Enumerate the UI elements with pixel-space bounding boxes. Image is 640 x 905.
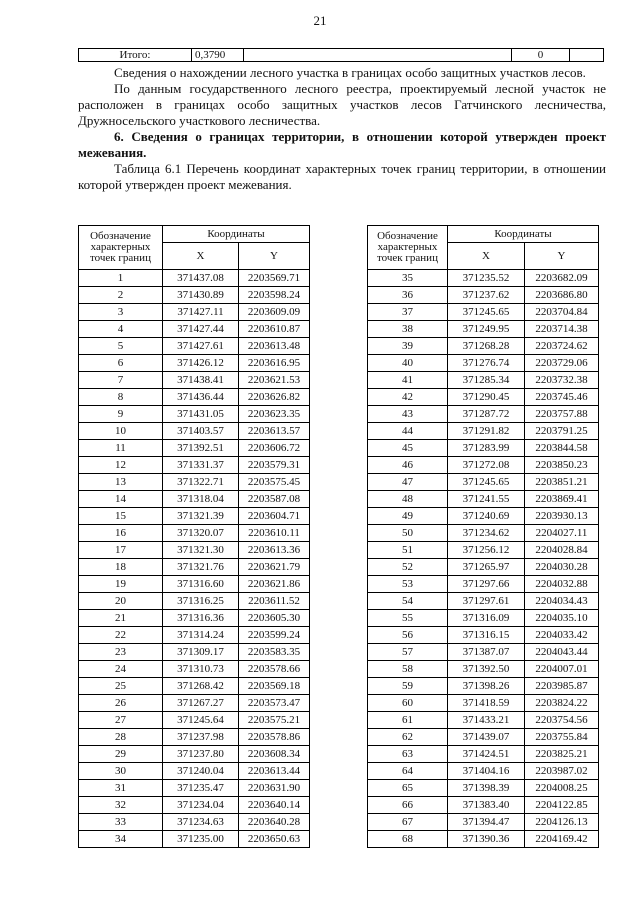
coord-y: 2203621.79	[239, 559, 310, 576]
coord-x: 371235.52	[448, 270, 525, 287]
table-row	[79, 678, 310, 695]
point-number: 47	[368, 474, 448, 491]
point-number: 26	[79, 695, 163, 712]
point-number: 42	[368, 389, 448, 406]
coord-y: 2203621.86	[239, 576, 310, 593]
table-row	[79, 508, 310, 525]
point-number: 63	[368, 746, 448, 763]
point-number: 5	[79, 338, 163, 355]
table-row	[79, 661, 310, 678]
coordinates-body-left	[79, 270, 310, 848]
coord-x: 371331.37	[163, 457, 239, 474]
coord-y: 2203605.30	[239, 610, 310, 627]
coord-x: 371387.07	[448, 644, 525, 661]
coord-y: 2203640.28	[239, 814, 310, 831]
coord-x: 371321.76	[163, 559, 239, 576]
coord-y: 2204033.42	[525, 627, 599, 644]
coord-x: 371290.45	[448, 389, 525, 406]
point-number: 3	[79, 304, 163, 321]
coord-y: 2203732.38	[525, 372, 599, 389]
coord-x: 371240.04	[163, 763, 239, 780]
point-number: 39	[368, 338, 448, 355]
table-row	[368, 695, 599, 712]
coord-y: 2203791.25	[525, 423, 599, 440]
point-number: 40	[368, 355, 448, 372]
table-row	[79, 270, 310, 287]
coordinates-table-left	[78, 225, 310, 848]
point-number: 21	[79, 610, 163, 627]
header-point: Обозначение характерных точек границ	[368, 226, 448, 270]
point-number: 59	[368, 678, 448, 695]
coord-x: 371309.17	[163, 644, 239, 661]
point-number: 37	[368, 304, 448, 321]
point-number: 30	[79, 763, 163, 780]
coord-x: 371245.65	[448, 474, 525, 491]
table-row	[79, 355, 310, 372]
coord-x: 371245.65	[448, 304, 525, 321]
point-number: 55	[368, 610, 448, 627]
table-row	[79, 593, 310, 610]
coord-y: 2203824.22	[525, 695, 599, 712]
table-row	[79, 406, 310, 423]
point-number: 7	[79, 372, 163, 389]
coord-y: 2203729.06	[525, 355, 599, 372]
coord-x: 371390.36	[448, 831, 525, 848]
table-row	[79, 321, 310, 338]
coord-y: 2203686.80	[525, 287, 599, 304]
point-number: 38	[368, 321, 448, 338]
point-number: 20	[79, 593, 163, 610]
coord-y: 2203631.90	[239, 780, 310, 797]
coord-y: 2203573.47	[239, 695, 310, 712]
table-row	[368, 627, 599, 644]
point-number: 35	[368, 270, 448, 287]
point-number: 23	[79, 644, 163, 661]
point-number: 49	[368, 508, 448, 525]
coord-x: 371427.11	[163, 304, 239, 321]
coord-y: 2204122.85	[525, 797, 599, 814]
coord-y: 2203569.18	[239, 678, 310, 695]
header-coordinates: Координаты	[163, 226, 310, 243]
coord-y: 2204043.44	[525, 644, 599, 661]
point-number: 66	[368, 797, 448, 814]
table-row	[79, 457, 310, 474]
coord-x: 371316.25	[163, 593, 239, 610]
coord-y: 2203616.95	[239, 355, 310, 372]
table-row	[368, 525, 599, 542]
table-row	[368, 780, 599, 797]
table-row	[368, 576, 599, 593]
coord-y: 2203578.86	[239, 729, 310, 746]
coord-y: 2203757.88	[525, 406, 599, 423]
table-row	[79, 559, 310, 576]
table-row	[79, 797, 310, 814]
coord-x: 371235.47	[163, 780, 239, 797]
header-x: X	[163, 243, 239, 270]
coord-x: 371310.73	[163, 661, 239, 678]
coord-y: 2204169.42	[525, 831, 599, 848]
coord-y: 2203987.02	[525, 763, 599, 780]
table-row	[368, 746, 599, 763]
point-number: 61	[368, 712, 448, 729]
coord-x: 371398.26	[448, 678, 525, 695]
coord-x: 371424.51	[448, 746, 525, 763]
point-number: 57	[368, 644, 448, 661]
table-row	[368, 372, 599, 389]
coord-y: 2204035.10	[525, 610, 599, 627]
total-zero: 0	[512, 49, 570, 62]
coord-x: 371291.82	[448, 423, 525, 440]
point-number: 43	[368, 406, 448, 423]
header-y: Y	[525, 243, 599, 270]
point-number: 15	[79, 508, 163, 525]
table-row	[368, 474, 599, 491]
table-row	[368, 406, 599, 423]
point-number: 65	[368, 780, 448, 797]
point-number: 50	[368, 525, 448, 542]
coord-x: 371418.59	[448, 695, 525, 712]
point-number: 31	[79, 780, 163, 797]
table-row	[79, 304, 310, 321]
table-row	[79, 440, 310, 457]
table-row	[368, 457, 599, 474]
coord-y: 2203599.24	[239, 627, 310, 644]
table-row	[368, 270, 599, 287]
table-row	[368, 304, 599, 321]
point-number: 67	[368, 814, 448, 831]
point-number: 27	[79, 712, 163, 729]
section-heading: 6. Сведения о границах территории, в отношении которой утвержден проект межевания.	[78, 129, 606, 160]
point-number: 19	[79, 576, 163, 593]
point-number: 13	[79, 474, 163, 491]
coord-x: 371436.44	[163, 389, 239, 406]
coord-y: 2204008.25	[525, 780, 599, 797]
point-number: 4	[79, 321, 163, 338]
point-number: 28	[79, 729, 163, 746]
table-row	[79, 610, 310, 627]
point-number: 29	[79, 746, 163, 763]
coord-y: 2203930.13	[525, 508, 599, 525]
table-row	[368, 831, 599, 848]
point-number: 17	[79, 542, 163, 559]
total-row	[79, 49, 604, 62]
table-row	[79, 746, 310, 763]
coord-y: 2203606.72	[239, 440, 310, 457]
coord-y: 2204126.13	[525, 814, 599, 831]
coord-y: 2204027.11	[525, 525, 599, 542]
coord-x: 371316.60	[163, 576, 239, 593]
coord-y: 2203985.87	[525, 678, 599, 695]
coord-x: 371404.16	[448, 763, 525, 780]
coord-x: 371276.74	[448, 355, 525, 372]
coord-x: 371437.08	[163, 270, 239, 287]
point-number: 6	[79, 355, 163, 372]
coord-x: 371268.28	[448, 338, 525, 355]
table-row	[79, 474, 310, 491]
coord-x: 371318.04	[163, 491, 239, 508]
total-empty-cell	[570, 49, 604, 62]
table-row	[368, 287, 599, 304]
body-text	[78, 65, 606, 193]
table-caption: Таблица 6.1 Перечень координат характерных точек границ территории, в отношении которой утвержден проект межевания.	[78, 161, 606, 192]
point-number: 58	[368, 661, 448, 678]
coord-x: 371287.72	[448, 406, 525, 423]
coord-x: 371283.99	[448, 440, 525, 457]
table-row	[368, 423, 599, 440]
point-number: 46	[368, 457, 448, 474]
coord-x: 371237.80	[163, 746, 239, 763]
point-number: 22	[79, 627, 163, 644]
coord-y: 2203578.66	[239, 661, 310, 678]
point-number: 2	[79, 287, 163, 304]
coord-x: 371316.15	[448, 627, 525, 644]
coord-y: 2203575.45	[239, 474, 310, 491]
table-row	[368, 729, 599, 746]
total-label: Итого:	[79, 49, 192, 62]
coord-x: 371314.24	[163, 627, 239, 644]
table-row	[368, 508, 599, 525]
table-row	[368, 338, 599, 355]
table-row	[79, 627, 310, 644]
table-row	[79, 814, 310, 831]
coord-y: 2203583.35	[239, 644, 310, 661]
coord-x: 371394.47	[448, 814, 525, 831]
coord-y: 2203613.44	[239, 763, 310, 780]
point-number: 11	[79, 440, 163, 457]
point-number: 51	[368, 542, 448, 559]
total-empty-cell	[244, 49, 512, 62]
coord-y: 2203610.87	[239, 321, 310, 338]
coord-x: 371235.00	[163, 831, 239, 848]
header-x: X	[448, 243, 525, 270]
table-row	[368, 321, 599, 338]
coord-y: 2203724.62	[525, 338, 599, 355]
coord-y: 2203611.52	[239, 593, 310, 610]
page-number: 21	[313, 13, 327, 28]
coord-x: 371234.63	[163, 814, 239, 831]
coord-x: 371240.69	[448, 508, 525, 525]
header-point: Обозначение характерных точек границ	[79, 226, 163, 270]
coord-x: 371268.42	[163, 678, 239, 695]
coord-x: 371427.61	[163, 338, 239, 355]
coord-y: 2203579.31	[239, 457, 310, 474]
coord-x: 371297.61	[448, 593, 525, 610]
coord-y: 2203569.71	[239, 270, 310, 287]
table-row	[368, 593, 599, 610]
coord-x: 371398.39	[448, 780, 525, 797]
table-row	[368, 610, 599, 627]
table-row	[368, 797, 599, 814]
table-row	[368, 712, 599, 729]
coord-y: 2204030.28	[525, 559, 599, 576]
point-number: 52	[368, 559, 448, 576]
point-number: 12	[79, 457, 163, 474]
coord-x: 371426.12	[163, 355, 239, 372]
point-number: 9	[79, 406, 163, 423]
point-number: 25	[79, 678, 163, 695]
table-row	[79, 644, 310, 661]
coord-x: 371237.98	[163, 729, 239, 746]
point-number: 32	[79, 797, 163, 814]
coord-x: 371241.55	[448, 491, 525, 508]
table-row	[368, 661, 599, 678]
coord-y: 2203650.63	[239, 831, 310, 848]
table-row	[79, 491, 310, 508]
point-number: 53	[368, 576, 448, 593]
coord-y: 2204007.01	[525, 661, 599, 678]
point-number: 41	[368, 372, 448, 389]
table-row	[79, 712, 310, 729]
point-number: 60	[368, 695, 448, 712]
coord-x: 371234.62	[448, 525, 525, 542]
point-number: 68	[368, 831, 448, 848]
point-number: 48	[368, 491, 448, 508]
point-number: 36	[368, 287, 448, 304]
header-y: Y	[239, 243, 310, 270]
coord-y: 2203844.58	[525, 440, 599, 457]
coord-y: 2204034.43	[525, 593, 599, 610]
point-number: 24	[79, 661, 163, 678]
coord-y: 2203626.82	[239, 389, 310, 406]
point-number: 56	[368, 627, 448, 644]
coord-y: 2203613.48	[239, 338, 310, 355]
coord-y: 2203755.84	[525, 729, 599, 746]
coord-y: 2203604.71	[239, 508, 310, 525]
coord-y: 2203621.53	[239, 372, 310, 389]
point-number: 44	[368, 423, 448, 440]
paragraph-forest-registry: По данным государственного лесного реестра, проектируемый лесной участок не расположен в границах особо защитных участков лесов Гатчинского лесничества, Дружносельского участкового лесничества.	[78, 81, 606, 128]
point-number: 62	[368, 729, 448, 746]
coord-y: 2203587.08	[239, 491, 310, 508]
coord-x: 371249.95	[448, 321, 525, 338]
coord-y: 2203613.57	[239, 423, 310, 440]
coord-x: 371383.40	[448, 797, 525, 814]
table-row	[79, 338, 310, 355]
coord-x: 371256.12	[448, 542, 525, 559]
table-row	[368, 542, 599, 559]
table-row	[79, 576, 310, 593]
coord-x: 371297.66	[448, 576, 525, 593]
table-row	[368, 491, 599, 508]
header-coordinates: Координаты	[448, 226, 599, 243]
point-number: 45	[368, 440, 448, 457]
point-number: 14	[79, 491, 163, 508]
point-number: 33	[79, 814, 163, 831]
coord-x: 371427.44	[163, 321, 239, 338]
coord-x: 371265.97	[448, 559, 525, 576]
coord-y: 2203682.09	[525, 270, 599, 287]
coord-x: 371272.08	[448, 457, 525, 474]
table-row	[79, 831, 310, 848]
coordinates-body-right	[368, 270, 599, 848]
point-number: 64	[368, 763, 448, 780]
coord-y: 2203850.23	[525, 457, 599, 474]
table-row	[79, 763, 310, 780]
point-number: 34	[79, 831, 163, 848]
table-row	[79, 729, 310, 746]
table-row	[368, 355, 599, 372]
coord-y: 2203598.24	[239, 287, 310, 304]
coord-x: 371285.34	[448, 372, 525, 389]
table-row	[79, 695, 310, 712]
coord-x: 371392.50	[448, 661, 525, 678]
coord-y: 2203623.35	[239, 406, 310, 423]
coord-x: 371403.57	[163, 423, 239, 440]
table-row	[368, 644, 599, 661]
coord-x: 371245.64	[163, 712, 239, 729]
table-row	[79, 542, 310, 559]
coord-x: 371438.41	[163, 372, 239, 389]
coord-x: 371320.07	[163, 525, 239, 542]
coord-x: 371392.51	[163, 440, 239, 457]
coord-y: 2203608.34	[239, 746, 310, 763]
coord-x: 371430.89	[163, 287, 239, 304]
table-row	[368, 814, 599, 831]
coord-y: 2203640.14	[239, 797, 310, 814]
coord-y: 2203745.46	[525, 389, 599, 406]
coord-x: 371237.62	[448, 287, 525, 304]
coord-x: 371267.27	[163, 695, 239, 712]
table-row	[79, 423, 310, 440]
coord-x: 371439.07	[448, 729, 525, 746]
table-row	[368, 440, 599, 457]
coord-x: 371316.09	[448, 610, 525, 627]
point-number: 8	[79, 389, 163, 406]
table-row	[79, 525, 310, 542]
point-number: 1	[79, 270, 163, 287]
coord-y: 2203825.21	[525, 746, 599, 763]
coord-x: 371322.71	[163, 474, 239, 491]
point-number: 16	[79, 525, 163, 542]
point-number: 10	[79, 423, 163, 440]
coord-y: 2203613.36	[239, 542, 310, 559]
coord-x: 371234.04	[163, 797, 239, 814]
table-row	[79, 389, 310, 406]
total-value: 0,3790	[192, 49, 244, 62]
coord-y: 2203575.21	[239, 712, 310, 729]
coord-x: 371321.30	[163, 542, 239, 559]
coord-y: 2203869.41	[525, 491, 599, 508]
coord-y: 2204032.88	[525, 576, 599, 593]
paragraph-protected-forests: Сведения о нахождении лесного участка в границах особо защитных участков лесов.	[114, 65, 586, 80]
coordinates-table-right	[367, 225, 599, 848]
coord-y: 2204028.84	[525, 542, 599, 559]
coord-y: 2203851.21	[525, 474, 599, 491]
coord-x: 371321.39	[163, 508, 239, 525]
coord-x: 371431.05	[163, 406, 239, 423]
point-number: 54	[368, 593, 448, 610]
table-row	[79, 372, 310, 389]
point-number: 18	[79, 559, 163, 576]
coord-x: 371433.21	[448, 712, 525, 729]
coord-y: 2203609.09	[239, 304, 310, 321]
coord-x: 371316.36	[163, 610, 239, 627]
coord-y: 2203610.11	[239, 525, 310, 542]
table-row	[368, 678, 599, 695]
table-row	[79, 780, 310, 797]
table-row	[79, 287, 310, 304]
coord-y: 2203704.84	[525, 304, 599, 321]
coord-y: 2203754.56	[525, 712, 599, 729]
table-row	[368, 559, 599, 576]
coord-y: 2203714.38	[525, 321, 599, 338]
table-row	[368, 389, 599, 406]
table-row	[368, 763, 599, 780]
total-table	[78, 48, 604, 62]
